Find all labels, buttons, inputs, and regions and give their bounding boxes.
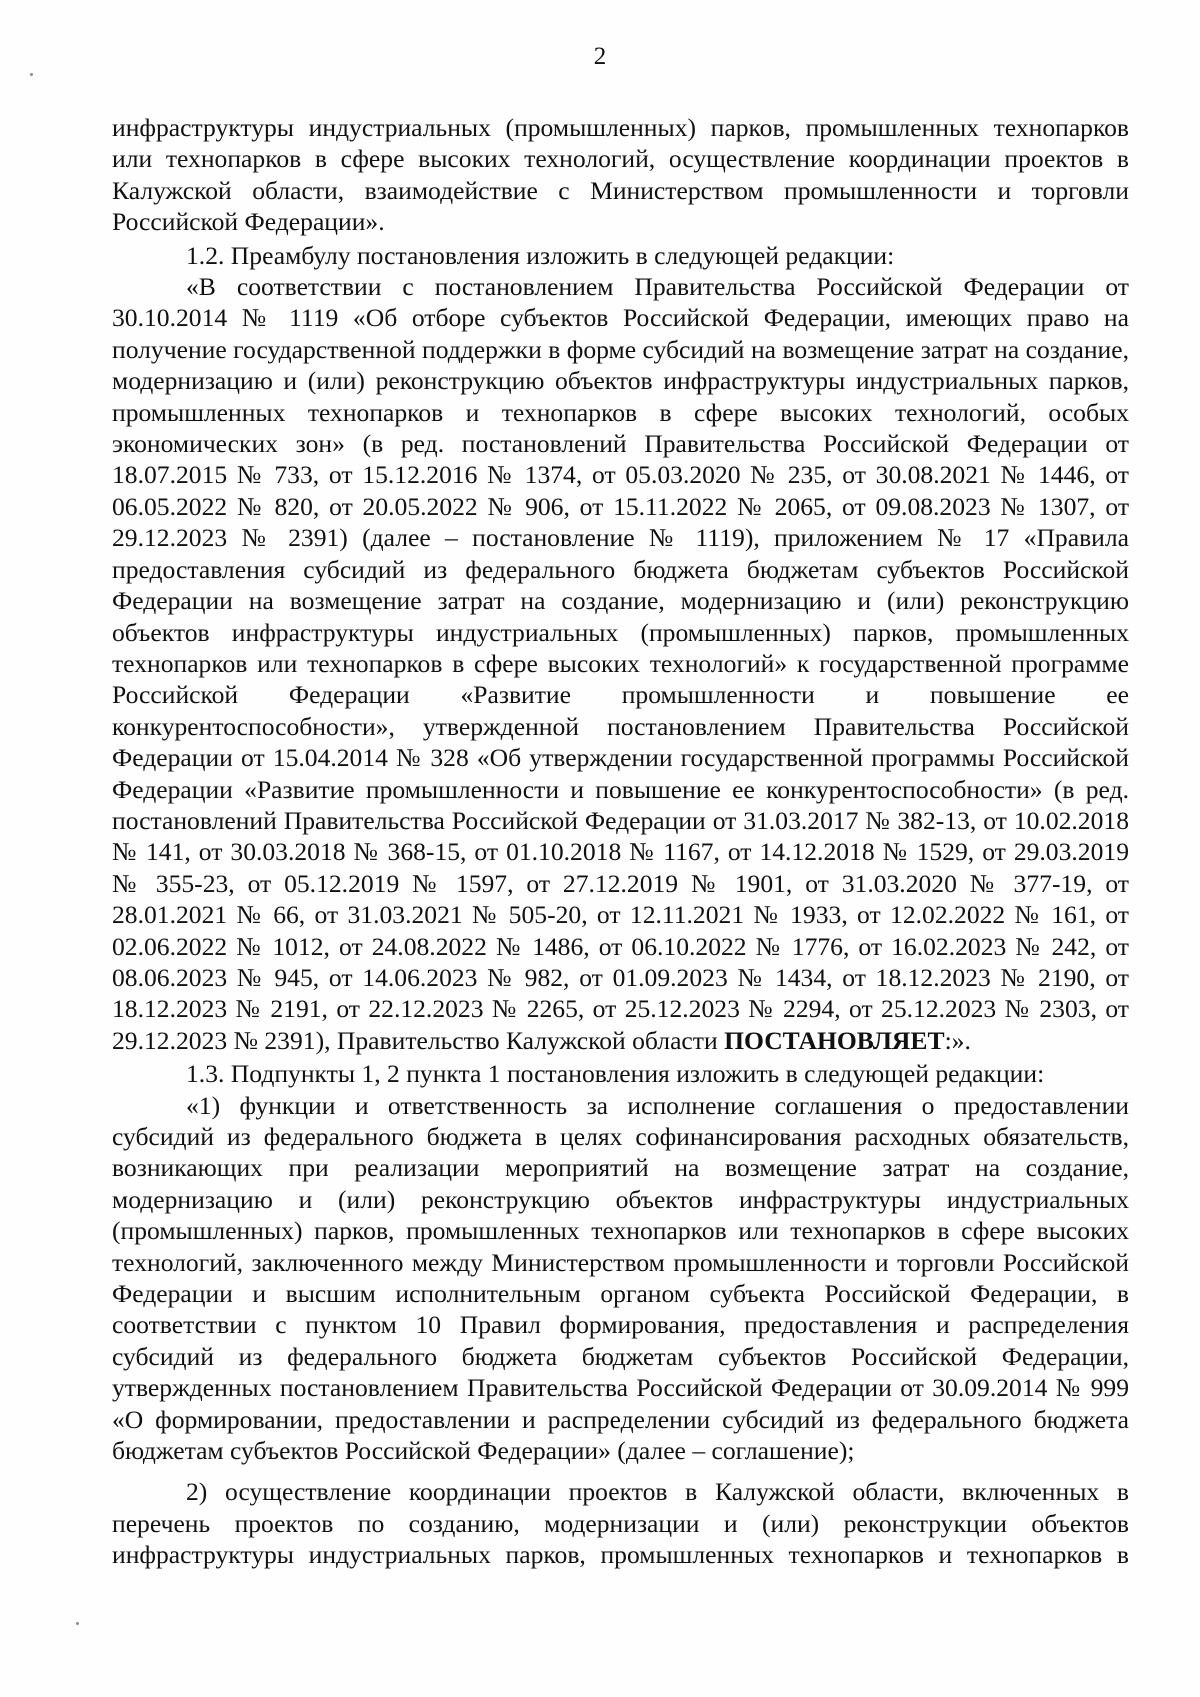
paragraph-1-2-heading: 1.2. Преамбулу постановления изложить в следующей редакции: xyxy=(186,240,895,270)
paragraph-preamble xyxy=(112,271,1129,1056)
paragraph-continuation: инфраструктуры индустриальных (промышленных) парков, промышленных технопарков или технопарков в сфере высоких технологий, осуществление координации проектов в Калужской области, взаимодействие с Министерством промышленности и торговли Российской Федерации». xyxy=(112,113,1129,237)
page-number: 2 xyxy=(593,43,607,70)
document-body xyxy=(112,112,1129,1571)
decree-keyword: ПОСТАНОВЛЯЕТ xyxy=(724,1025,945,1055)
subparagraph-2: 2) осуществление координации проектов в Калужской области, включенных в перечень проектов по созданию, модернизации и (или) реконструкции объектов инфраструктуры индустриальных парков, промышленных технопарков и технопарков в xyxy=(112,1477,1129,1570)
paragraph-1-3-heading: 1.3. Подпункты 1, 2 пункта 1 постановления изложить в следующей редакции: xyxy=(186,1059,1045,1089)
preamble-text: «В соответствии с постановлением Правительства Российской Федерации от 30.10.2014 № 1119 «Об отборе субъектов Российской Федерации, имеющих право на получение государственной поддержки в форме субсидий на возмещение затрат на создание, модернизацию и (или) реконструкцию объектов инфраструктуры индустриальных парков, промышленных технопарков и технопарков в сфере высоких технологий, особых экономических зон» (в ред. постановлений Правительства Российской Федерации от 18.07.2015 № 733, от 15.12.2016 № 1374, от 05.03.2020 № 235, от 30.08.2021 № 1446, от 06.05.2022 № 820, от 20.05.2022 № 906, от 15.11.2022 № 2065, от 09.08.2023 № 1307, от 29.12.2023 № 2391) (далее – постановление № 1119), приложением № 17 «Правила предоставления субсидий из федерального бюджета бюджетам субъектов Российской Федерации на возмещение затрат на создание, модернизацию и (или) реконструкцию объектов инфраструктуры индустриальных (промышленных) парков, промышленных технопарков или технопарков в сфере высоких технологий» к государственной программе Российской Федерации «Развитие промышленности и повышение ее конкурентоспособности», утвержденной постановлением Правительства Российской Федерации от 15.04.2014 № 328 «Об утверждении государственной программы Российской Федерации «Развитие промышленности и повышение ее конкурентоспособности» (в ред. постановлений Правительства Российской Федерации от 31.03.2017 № 382-13, от 10.02.2018 № 141, от 30.03.2018 № 368-15, от 01.10.2018 № 1167, от 14.12.2018 № 1529, от 29.03.2019 № 355-23, от 05.12.2019 № 1597, от 27.12.2019 № 1901, от 31.03.2020 № 377-19, от 28.01.2021 № 66, от 31.03.2021 № 505-20, от 12.11.2021 № 1933, от 12.02.2022 № 161, от 02.06.2022 № 1012, от 24.08.2022 № 1486, от 06.10.2022 № 1776, от 16.02.2023 № 242, от 08.06.2023 № 945, от 14.06.2023 № 982, от 01.09.2023 № 1434, от 18.12.2023 № 2190, от 18.12.2023 № 2191, от 22.12.2023 № 2265, от 25.12.2023 № 2294, от 25.12.2023 № 2303, от 29.12.2023 № 2391), Правительство Калужской области xyxy=(112,272,1129,1055)
subparagraph-1: «1) функции и ответственность за исполнение соглашения о предоставлении субсидий из федерального бюджета в целях софинансирования расходных обязательств, возникающих при реализации мероприятий на возмещение затрат на создание, модернизацию и (или) реконструкцию объектов инфраструктуры индустриальных (промышленных) парков, промышленных технопарков или технопарков в сфере высоких технологий, заключенного между Министерством промышленности и торговли Российской Федерации и высшим исполнительным органом субъекта Российской Федерации, в соответствии с пунктом 10 Правил формирования, предоставления и распределения субсидий из федерального бюджета бюджетам субъектов Российской Федерации, утвержденных постановлением Правительства Российской Федерации от 30.09.2014 № 999 «О формировании, предоставлении и распределении субсидий из федерального бюджета бюджетам субъектов Российской Федерации» (далее – соглашение); xyxy=(112,1090,1129,1466)
scan-speck-bottom xyxy=(76,1622,79,1625)
scan-speck-top xyxy=(30,73,33,76)
preamble-ending: :». xyxy=(944,1025,971,1055)
